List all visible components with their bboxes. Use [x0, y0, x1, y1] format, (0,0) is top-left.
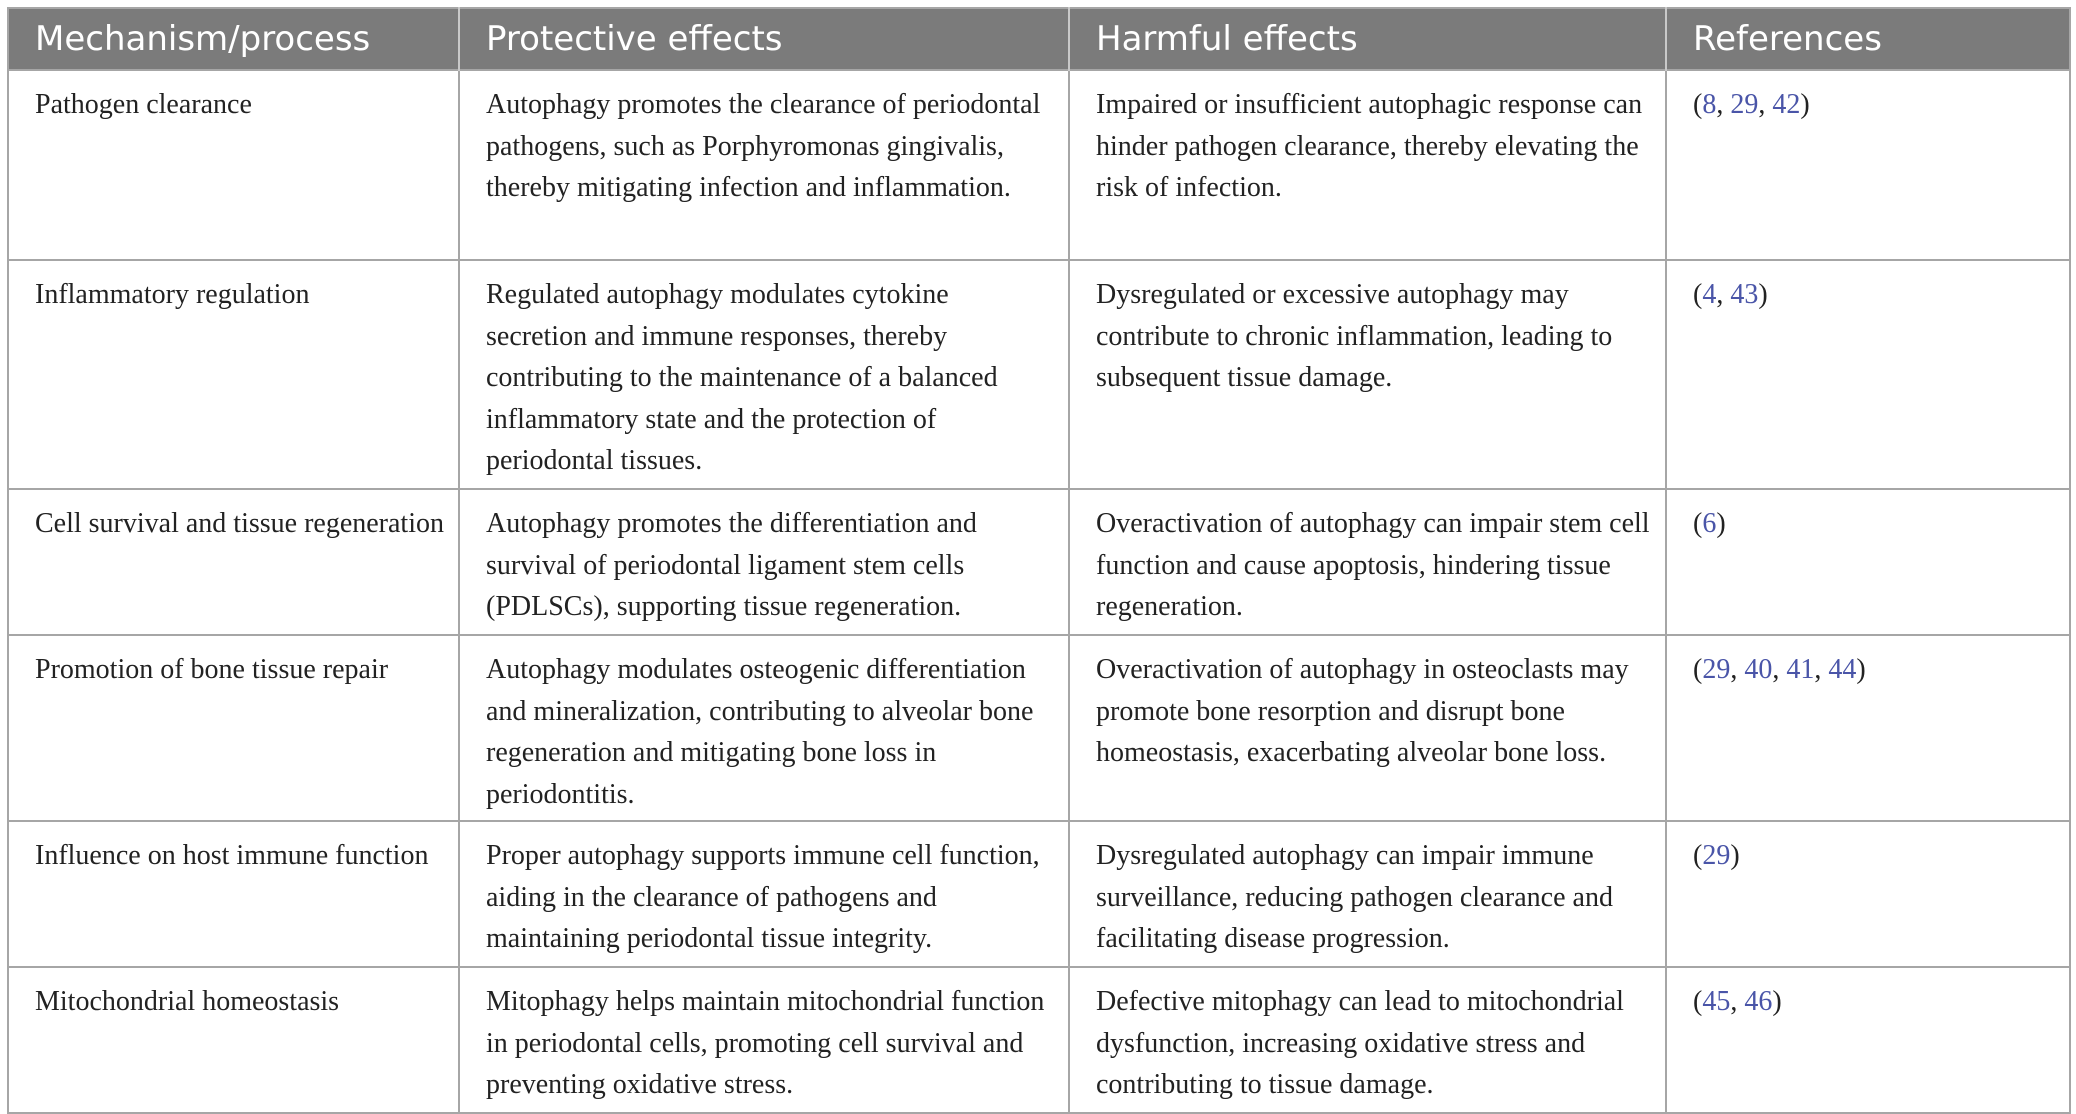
mechanism-cell: Promotion of bone tissue repair — [8, 635, 459, 821]
harmful-cell: Dysregulated autophagy can impair immune surveillance, reducing pathogen clearance and facilitating disease progression. — [1069, 821, 1666, 967]
header-references: References — [1666, 8, 2070, 70]
mechanism-cell: Pathogen clearance — [8, 70, 459, 260]
harmful-cell: Impaired or insufficient autophagic response can hinder pathogen clearance, thereby elevating the risk of infection. — [1069, 70, 1666, 260]
mechanism-cell: Influence on host immune function — [8, 821, 459, 967]
table-row — [8, 70, 2070, 260]
header-harmful-effects: Harmful effects — [1069, 8, 1666, 70]
reference-link[interactable]: 42 — [1772, 89, 1801, 120]
references-cell: (6) — [1666, 489, 2070, 635]
mechanism-cell: Inflammatory regulation — [8, 260, 459, 489]
table-container — [7, 7, 2069, 1114]
references-cell: (45, 46) — [1666, 967, 2070, 1113]
table-row — [8, 489, 2070, 635]
references-cell: (29, 40, 41, 44) — [1666, 635, 2070, 821]
harmful-cell: Dysregulated or excessive autophagy may contribute to chronic inflammation, leading to subsequent tissue damage. — [1069, 260, 1666, 489]
reference-link[interactable]: 40 — [1744, 654, 1773, 685]
protective-cell: Autophagy promotes the differentiation and survival of periodontal ligament stem cells (PDLSCs), supporting tissue regeneration. — [459, 489, 1069, 635]
table-body — [8, 70, 2070, 1113]
table-row — [8, 821, 2070, 967]
protective-cell: Mitophagy helps maintain mitochondrial function in periodontal cells, promoting cell survival and preventing oxidative stress. — [459, 967, 1069, 1113]
table-row — [8, 967, 2070, 1113]
table-header — [8, 8, 2070, 70]
reference-link[interactable]: 29 — [1702, 654, 1731, 685]
header-row — [8, 8, 2070, 70]
protective-cell: Autophagy promotes the clearance of periodontal pathogens, such as Porphyromonas gingivalis, thereby mitigating infection and inflammation. — [459, 70, 1069, 260]
reference-link[interactable]: 45 — [1702, 986, 1731, 1017]
header-mechanism: Mechanism/process — [8, 8, 459, 70]
harmful-cell: Overactivation of autophagy in osteoclasts may promote bone resorption and disrupt bone homeostasis, exacerbating alveolar bone loss. — [1069, 635, 1666, 821]
harmful-cell: Defective mitophagy can lead to mitochondrial dysfunction, increasing oxidative stress and contributing to tissue damage. — [1069, 967, 1666, 1113]
protective-cell: Autophagy modulates osteogenic differentiation and mineralization, contributing to alveolar bone regeneration and mitigating bone loss in periodontitis. — [459, 635, 1069, 821]
header-protective-effects: Protective effects — [459, 8, 1069, 70]
table-row — [8, 635, 2070, 821]
reference-link[interactable]: 46 — [1744, 986, 1773, 1017]
table-row — [8, 260, 2070, 489]
mechanism-cell: Mitochondrial homeostasis — [8, 967, 459, 1113]
reference-link[interactable]: 4 — [1702, 279, 1717, 310]
references-cell: (8, 29, 42) — [1666, 70, 2070, 260]
reference-link[interactable]: 6 — [1702, 508, 1717, 539]
harmful-cell: Overactivation of autophagy can impair stem cell function and cause apoptosis, hindering tissue regeneration. — [1069, 489, 1666, 635]
reference-link[interactable]: 29 — [1730, 89, 1759, 120]
reference-link[interactable]: 29 — [1702, 840, 1731, 871]
reference-link[interactable]: 8 — [1702, 89, 1717, 120]
protective-cell: Regulated autophagy modulates cytokine secretion and immune responses, thereby contributing to the maintenance of a balanced inflammatory state and the protection of periodontal tissues. — [459, 260, 1069, 489]
references-cell: (29) — [1666, 821, 2070, 967]
protective-cell: Proper autophagy supports immune cell function, aiding in the clearance of pathogens and maintaining periodontal tissue integrity. — [459, 821, 1069, 967]
mechanism-cell: Cell survival and tissue regeneration — [8, 489, 459, 635]
mechanisms-table — [7, 7, 2071, 1114]
reference-link[interactable]: 43 — [1730, 279, 1759, 310]
reference-link[interactable]: 44 — [1828, 654, 1857, 685]
reference-link[interactable]: 41 — [1786, 654, 1815, 685]
references-cell: (4, 43) — [1666, 260, 2070, 489]
